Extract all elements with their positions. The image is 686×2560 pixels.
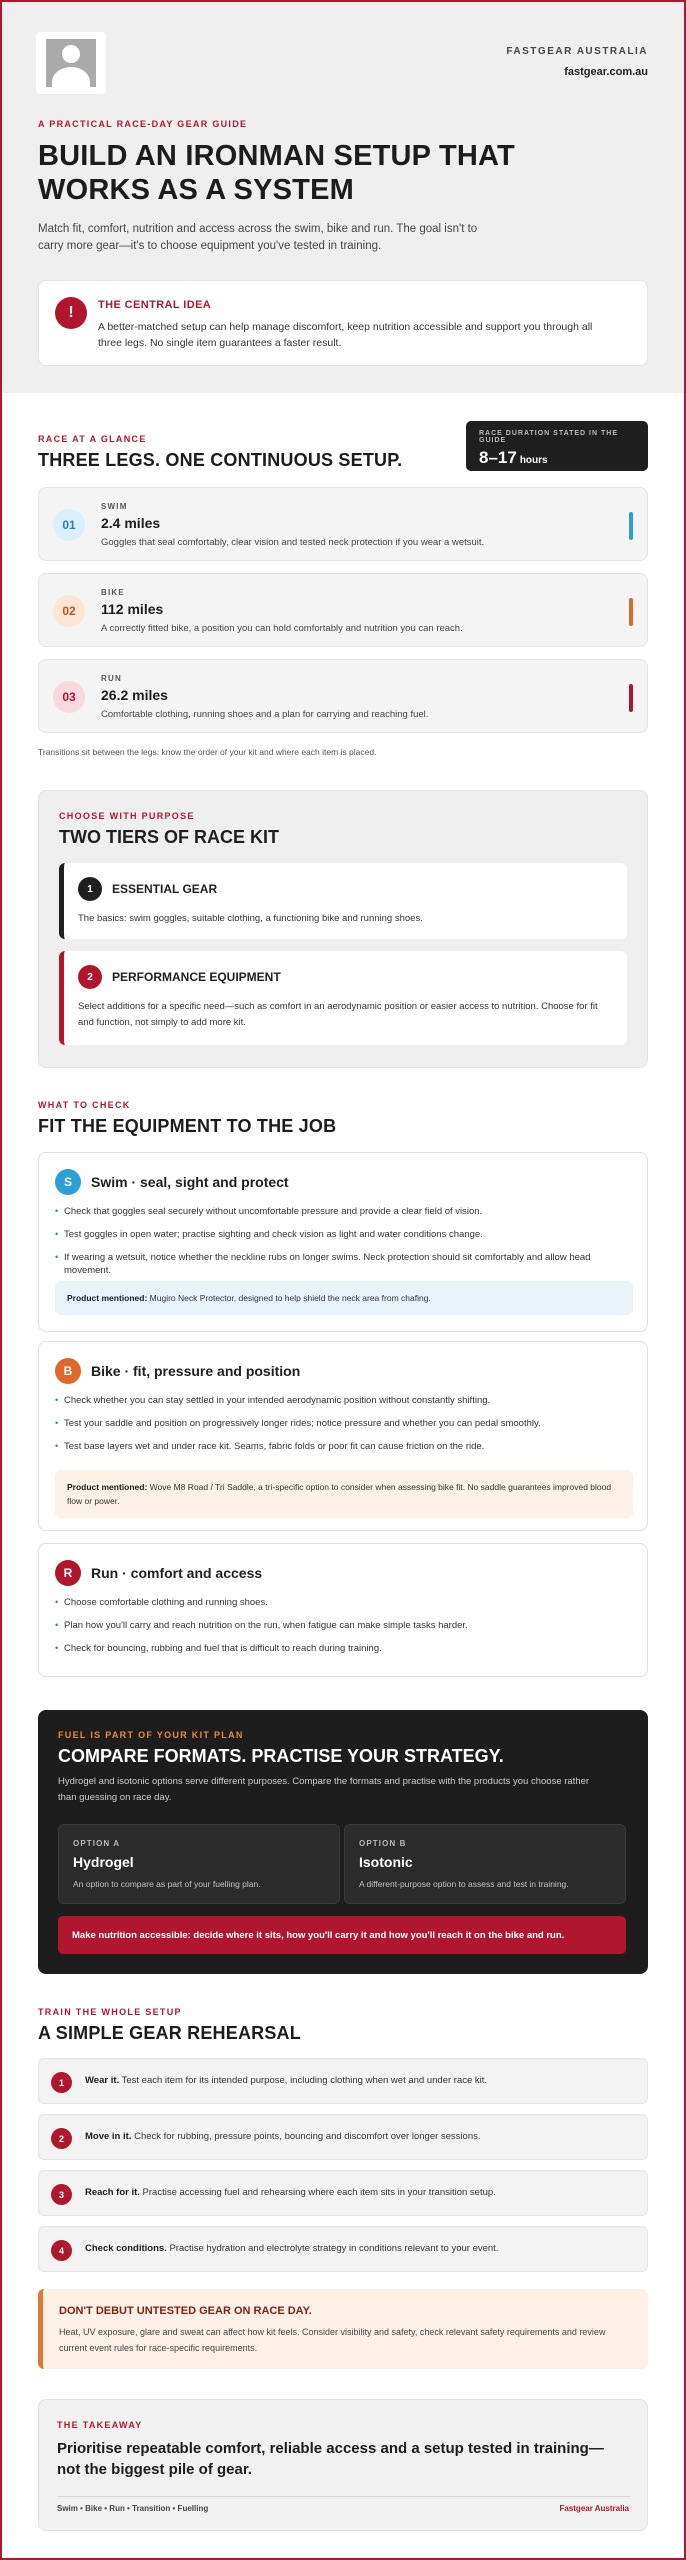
fit-card-swim — [38, 1152, 648, 1332]
transitions-note: Transitions sit between the legs: know the order of your kit and where each item is placed. — [38, 747, 377, 757]
fuel-kicker: FUEL IS PART OF YOUR KIT PLAN — [58, 1730, 244, 1740]
glance-title: THREE LEGS. ONE CONTINUOUS SETUP. — [38, 450, 403, 470]
leg-number: 01 — [53, 509, 85, 541]
fit-card-title: Swim · seal, sight and protect — [91, 1174, 289, 1190]
fuel-panel — [38, 1710, 648, 1974]
tier-number: 1 — [78, 877, 102, 901]
glance-kicker: RACE AT A GLANCE — [38, 434, 147, 444]
tiers-title: TWO TIERS OF RACE KIT — [59, 827, 279, 847]
race-duration-badge — [466, 421, 648, 471]
leg-name: RUN — [101, 674, 122, 683]
leg-description: Goggles that seal comfortably, clear vision and tested neck protection if you wear a wetsuit. — [101, 537, 485, 548]
option-description: An option to compare as part of your fuelling plan. — [73, 1879, 261, 1889]
option-card-hydrogel — [58, 1824, 340, 1904]
step-text: Check conditions. Practise hydration and electrolyte strategy in conditions relevant to your event. — [85, 2243, 499, 2254]
leg-accent-bar — [629, 598, 633, 626]
divider — [57, 2496, 631, 2497]
tiers-panel — [38, 790, 648, 1068]
option-card-isotonic — [344, 1824, 626, 1904]
fit-card-run — [38, 1543, 648, 1677]
fit-title: FIT THE EQUIPMENT TO THE JOB — [38, 1116, 337, 1136]
fit-kicker: WHAT TO CHECK — [38, 1100, 131, 1110]
checklist-item: • Plan how you'll carry and reach nutrition on the run, when fatigue can make simple tasks harder. — [55, 1619, 635, 1632]
leg-card-swim — [38, 487, 648, 561]
brand-block — [506, 46, 648, 78]
swim-letter-icon: S — [55, 1169, 81, 1195]
leg-number: 03 — [53, 681, 85, 713]
product-note: Product mentioned: Wove M8 Road / Tri Saddle, a tri-specific option to consider when assessing bike fit. No saddle guarantees improved blood flow or power. — [55, 1470, 633, 1518]
checklist-item: • Test goggles in open water; practise sighting and check vision as light and water conditions change. — [55, 1228, 635, 1241]
checklist — [55, 1394, 635, 1463]
warning-body: Heat, UV exposure, glare and sweat can affect how kit feels. Consider visibility and safety, check relevant safety requirements and review current event rules for race-specific requirements. — [59, 2327, 606, 2353]
tier-body: Select additions for a specific need—such as comfort in an aerodynamic position or easier access to nutrition. Choose for fit and function, not simply to add more kit. — [78, 1001, 598, 1028]
brand-name: FASTGEAR AUSTRALIA — [506, 46, 648, 57]
intro-text: Match fit, comfort, nutrition and access across the swim, bike and run. The goal isn't to carry more gear—it's to choose equipment you've tested in training. — [38, 223, 478, 252]
rehearsal-step — [38, 2114, 648, 2160]
step-number: 2 — [51, 2128, 72, 2149]
central-idea-body: A better-matched setup can help manage discomfort, keep nutrition accessible and support you through all three legs. No single item guarantees a faster result. — [98, 321, 593, 349]
duration-value: 8–17 hours — [479, 448, 548, 467]
fit-card-bike — [38, 1341, 648, 1531]
option-label: OPTION A — [73, 1839, 121, 1848]
leg-card-run — [38, 659, 648, 733]
hero-kicker: A PRACTICAL RACE-DAY GEAR GUIDE — [38, 119, 248, 129]
brand-url[interactable]: fastgear.com.au — [564, 66, 648, 78]
tier-card-performance — [59, 951, 627, 1045]
central-idea-card — [38, 280, 648, 366]
leg-number: 02 — [53, 595, 85, 627]
takeaway-kicker: THE TAKEAWAY — [57, 2420, 143, 2430]
rehearsal-title: A SIMPLE GEAR REHEARSAL — [38, 2023, 301, 2043]
takeaway-card — [38, 2399, 648, 2531]
tier-title: PERFORMANCE EQUIPMENT — [112, 970, 281, 984]
step-number: 3 — [51, 2184, 72, 2205]
checklist-item: • Check for bouncing, rubbing and fuel that is difficult to reach during training. — [55, 1642, 635, 1655]
option-name: Hydrogel — [73, 1854, 134, 1870]
takeaway-footer-tags: Swim • Bike • Run • Transition • Fuelling — [57, 2504, 209, 2513]
duration-label: RACE DURATION STATED IN THE GUIDE — [479, 430, 618, 444]
leg-distance: 112 miles — [101, 601, 164, 617]
hero-header — [0, 0, 686, 393]
exclamation-icon: ! — [55, 297, 87, 329]
rehearsal-step — [38, 2226, 648, 2272]
rehearsal-kicker: TRAIN THE WHOLE SETUP — [38, 2007, 182, 2017]
takeaway-brand: Fastgear Australia — [559, 2504, 629, 2513]
page-title: BUILD AN IRONMAN SETUP THAT WORKS AS A SYSTEM — [38, 140, 515, 206]
central-idea-title: THE CENTRAL IDEA — [98, 299, 212, 311]
tier-number: 2 — [78, 965, 102, 989]
leg-card-bike — [38, 573, 648, 647]
step-text: Wear it. Test each item for its intended purpose, including clothing when wet and under race kit. — [85, 2075, 488, 2086]
rehearsal-step — [38, 2058, 648, 2104]
checklist-item: • Choose comfortable clothing and running shoes. — [55, 1596, 635, 1609]
checklist-item: • Test base layers wet and under race kit. Seams, fabric folds or poor fit can cause friction on the ride. — [55, 1440, 635, 1453]
leg-accent-bar — [629, 512, 633, 540]
checklist-item: • Test your saddle and position on progressively longer rides; notice pressure and whether you can pedal smoothly. — [55, 1417, 635, 1430]
leg-accent-bar — [629, 684, 633, 712]
leg-distance: 2.4 miles — [101, 515, 161, 531]
bike-letter-icon: B — [55, 1358, 81, 1384]
warning-title: DON'T DEBUT UNTESTED GEAR ON RACE DAY. — [59, 2305, 312, 2317]
rehearsal-step — [38, 2170, 648, 2216]
checklist-item: • Check whether you can stay settled in your intended aerodynamic position without constantly shifting. — [55, 1394, 635, 1407]
checklist-item: • If wearing a wetsuit, notice whether the neckline rubs on longer swims. Neck protection should sit comfortably and allow head movement. — [55, 1251, 635, 1277]
tier-title: ESSENTIAL GEAR — [112, 882, 218, 896]
avatar-placeholder-icon — [46, 39, 96, 87]
nutrition-callout: Make nutrition accessible: decide where it sits, how you'll carry it and how you'll reach it on the bike and run. — [58, 1916, 626, 1954]
fit-card-title: Bike · fit, pressure and position — [91, 1363, 301, 1379]
leg-description: Comfortable clothing, running shoes and a plan for carrying and reaching fuel. — [101, 709, 429, 720]
tier-body: The basics: swim goggles, suitable clothing, a functioning bike and running shoes. — [78, 913, 423, 924]
leg-name: BIKE — [101, 588, 125, 597]
run-letter-icon: R — [55, 1560, 81, 1586]
step-number: 1 — [51, 2072, 72, 2093]
fuel-title: COMPARE FORMATS. PRACTISE YOUR STRATEGY. — [58, 1746, 504, 1766]
leg-name: SWIM — [101, 502, 128, 511]
leg-description: A correctly fitted bike, a position you can hold comfortably and nutrition you can reach. — [101, 623, 463, 634]
step-text: Reach for it. Practise accessing fuel and rehearsing where each item sits in your transition setup. — [85, 2187, 496, 2198]
fit-card-title: Run · comfort and access — [91, 1565, 263, 1581]
tiers-kicker: CHOOSE WITH PURPOSE — [59, 811, 195, 821]
tier-card-essential — [59, 863, 627, 939]
option-label: OPTION B — [359, 1839, 407, 1848]
leg-distance: 26.2 miles — [101, 687, 168, 703]
brand-logo-placeholder — [36, 32, 106, 94]
checklist-item: • Check that goggles seal securely without uncomfortable pressure and provide a clear field of vision. — [55, 1205, 635, 1218]
option-description: A different-purpose option to assess and test in training. — [359, 1879, 569, 1889]
step-number: 4 — [51, 2240, 72, 2261]
fuel-description: Hydrogel and isotonic options serve different purposes. Compare the formats and practise with the products you choose rather than guessing on race day. — [58, 1776, 590, 1803]
warning-callout — [38, 2289, 648, 2369]
product-note: Product mentioned: Mugiro Neck Protector, designed to help shield the neck area from chafing. — [55, 1281, 633, 1315]
takeaway-quote: Prioritise repeatable comfort, reliable access and a setup tested in training—not the biggest pile of gear. — [57, 2440, 604, 2478]
checklist — [55, 1205, 635, 1287]
checklist — [55, 1596, 635, 1665]
option-name: Isotonic — [359, 1854, 413, 1870]
step-text: Move in it. Check for rubbing, pressure points, bouncing and discomfort over longer sessions. — [85, 2131, 481, 2142]
